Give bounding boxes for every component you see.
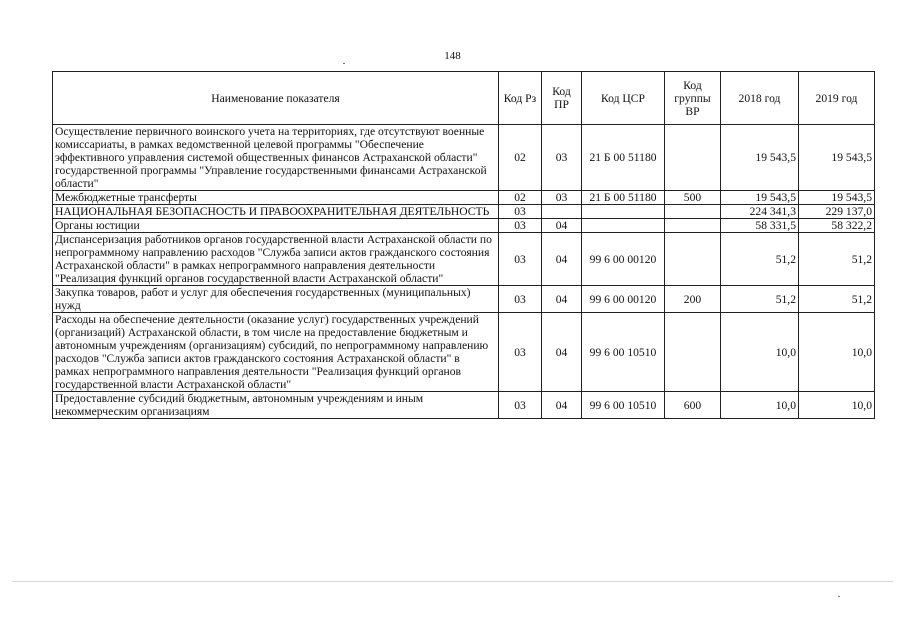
row-vr: 600: [665, 392, 721, 419]
row-2019: 10,0: [799, 313, 875, 392]
row-2018: 10,0: [721, 392, 799, 419]
row-pr: 03: [542, 125, 582, 191]
row-csr: 99 6 00 10510: [582, 392, 665, 419]
row-csr: 99 6 00 10510: [582, 313, 665, 392]
row-rz: 03: [499, 219, 542, 233]
row-2019: 19 543,5: [799, 191, 875, 205]
row-vr: [665, 125, 721, 191]
row-name: Предоставление субсидий бюджетным, автономным учреждениям и иным некоммерческим организациям: [53, 392, 499, 419]
row-rz: 03: [499, 313, 542, 392]
row-2018: 58 331,5: [721, 219, 799, 233]
row-csr: [582, 205, 665, 219]
row-2018: 19 543,5: [721, 191, 799, 205]
row-2018: 51,2: [721, 286, 799, 313]
scan-speck: [838, 596, 840, 597]
row-name: Осуществление первичного воинского учета на территориях, где отсутствуют военные комиссариаты, в рамках ведомственной целевой программы "Обеспечение эффективного управления системой общественных финансов Астраханской области" государственной программы "Управление государственными финансами Астраханской области": [53, 125, 499, 191]
row-rz: 03: [499, 233, 542, 286]
row-vr: [665, 233, 721, 286]
row-2018: 224 341,3: [721, 205, 799, 219]
budget-table: [52, 71, 875, 419]
row-pr: 04: [542, 392, 582, 419]
row-2018: 51,2: [721, 233, 799, 286]
row-csr: 99 6 00 00120: [582, 286, 665, 313]
row-vr: [665, 219, 721, 233]
row-2019: 58 322,2: [799, 219, 875, 233]
row-2019: 51,2: [799, 233, 875, 286]
row-vr: 200: [665, 286, 721, 313]
row-name: Расходы на обеспечение деятельности (оказание услуг) государственных учреждений (организаций) Астраханской области, в том числе на предоставление бюджетным и автономным учреждениям (организациям) субсидий, по непрограммному направлению расходов "Служба записи актов гражданского состояния Астраханской области" в рамках непрограммного направления деятельности "Реализация функций органов государственной власти Астраханской области": [53, 313, 499, 392]
row-vr: [665, 313, 721, 392]
table-row: [53, 205, 875, 219]
header-vr: Код группы ВР: [665, 72, 721, 125]
scan-speck: [343, 63, 345, 64]
header-csr: Код ЦСР: [582, 72, 665, 125]
row-rz: 03: [499, 205, 542, 219]
row-2019: 51,2: [799, 286, 875, 313]
row-vr: [665, 205, 721, 219]
row-rz: 03: [499, 392, 542, 419]
row-pr: 04: [542, 286, 582, 313]
row-rz: 02: [499, 125, 542, 191]
table-row: [53, 313, 875, 392]
page-bottom-divider: [12, 581, 893, 582]
row-csr: [582, 219, 665, 233]
row-2019: 229 137,0: [799, 205, 875, 219]
row-pr: [542, 205, 582, 219]
row-csr: 21 Б 00 51180: [582, 191, 665, 205]
row-name: Диспансеризация работников органов государственной власти Астраханской области по непрограммному направлению расходов "Служба записи актов гражданского состояния Астраханской области" в рамках непрограммного направления деятельности "Реализация функций органов государственной власти Астраханской области": [53, 233, 499, 286]
header-pr: Код ПР: [542, 72, 582, 125]
row-2018: 10,0: [721, 313, 799, 392]
table-header-row: [53, 72, 875, 125]
row-pr: 04: [542, 313, 582, 392]
row-name: Межбюджетные трансферты: [53, 191, 499, 205]
row-name: НАЦИОНАЛЬНАЯ БЕЗОПАСНОСТЬ И ПРАВООХРАНИТЕЛЬНАЯ ДЕЯТЕЛЬНОСТЬ: [53, 205, 499, 219]
table-row: [53, 233, 875, 286]
row-2019: 10,0: [799, 392, 875, 419]
row-2018: 19 543,5: [721, 125, 799, 191]
table-row: [53, 191, 875, 205]
table-row: [53, 286, 875, 313]
row-2019: 19 543,5: [799, 125, 875, 191]
row-rz: 02: [499, 191, 542, 205]
table-row: [53, 392, 875, 419]
row-vr: 500: [665, 191, 721, 205]
page-number: 148: [444, 50, 461, 62]
header-name: Наименование показателя: [53, 72, 499, 125]
row-pr: 04: [542, 233, 582, 286]
header-2018: 2018 год: [721, 72, 799, 125]
row-pr: 03: [542, 191, 582, 205]
table-row: [53, 125, 875, 191]
table-row: [53, 219, 875, 233]
header-2019: 2019 год: [799, 72, 875, 125]
row-name: Органы юстиции: [53, 219, 499, 233]
row-pr: 04: [542, 219, 582, 233]
row-name: Закупка товаров, работ и услуг для обеспечения государственных (муниципальных) нужд: [53, 286, 499, 313]
row-rz: 03: [499, 286, 542, 313]
row-csr: 21 Б 00 51180: [582, 125, 665, 191]
row-csr: 99 6 00 00120: [582, 233, 665, 286]
header-rz: Код Рз: [499, 72, 542, 125]
